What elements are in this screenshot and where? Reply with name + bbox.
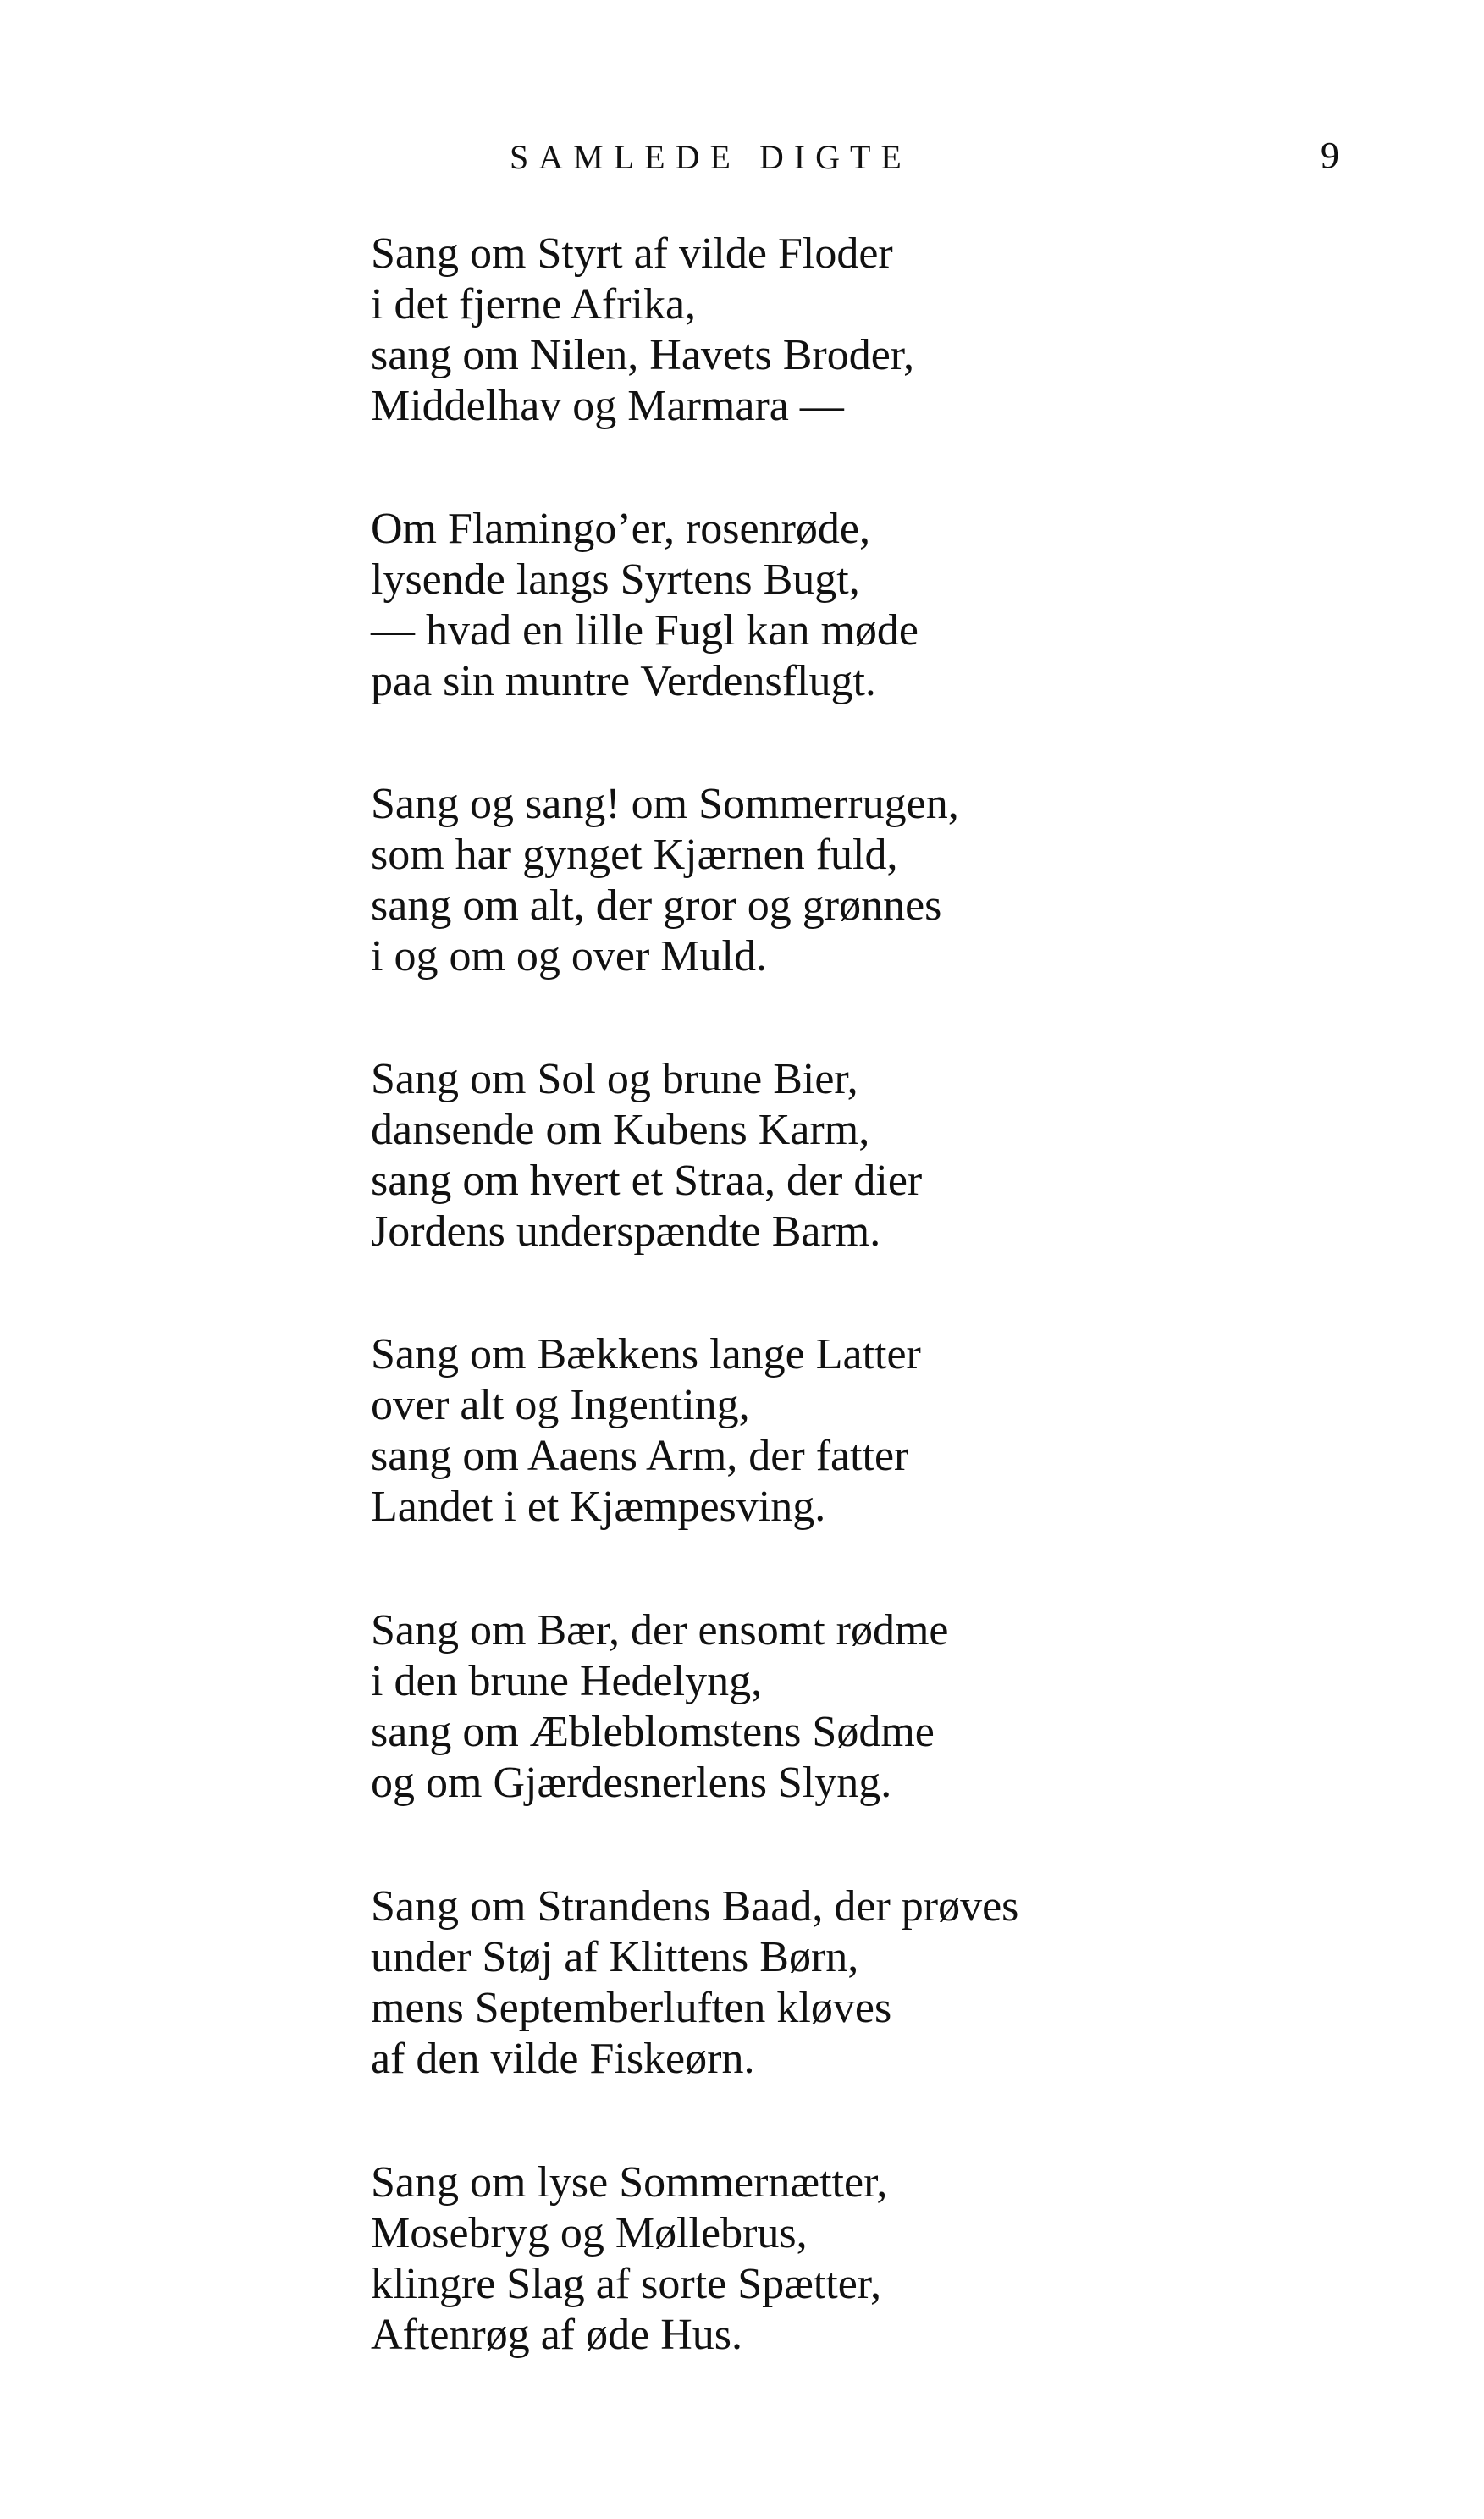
- poem-line: som har gynget Kjærnen fuld,: [371, 831, 898, 879]
- poem-line: Mosebryg og Møllebrus,: [371, 2209, 808, 2257]
- poem-line: — hvad en lille Fugl kan møde: [371, 606, 919, 655]
- poem-line: Sang om Strandens Baad, der prøves: [371, 1882, 1019, 1931]
- poem-line: under Støj af Klittens Børn,: [371, 1933, 859, 1981]
- poem-line: dansende om Kubens Karm,: [371, 1106, 870, 1154]
- poem-line: Middelhav og Marmara —: [371, 382, 844, 430]
- stanza: [371, 229, 1387, 432]
- poem-line: mens Septemberluften kløves: [371, 1984, 892, 2032]
- poem-line: Sang om lyse Sommernætter,: [371, 2158, 888, 2207]
- page-number: 9: [1321, 135, 1339, 176]
- stanza: [371, 1329, 1387, 1533]
- poem-line: sang om Nilen, Havets Broder,: [371, 331, 915, 379]
- poem-line: Sang om Bækkens lange Latter: [371, 1330, 921, 1378]
- poem-line: i og om og over Muld.: [371, 932, 767, 981]
- poem-line: paa sin muntre Verdensflugt.: [371, 657, 876, 705]
- poem-line: Sang og sang! om Sommerrugen,: [371, 780, 959, 828]
- stanza: [371, 2157, 1387, 2361]
- poem-line: af den vilde Fiskeørn.: [371, 2035, 755, 2083]
- poem-line: i det fjerne Afrika,: [371, 280, 697, 329]
- poem-line: Sang om Sol og brune Bier,: [371, 1055, 858, 1103]
- poem-line: Sang om Bær, der ensomt rødme: [371, 1606, 949, 1654]
- poem-line: Sang om Styrt af vilde Floder: [371, 229, 893, 278]
- stanza: [371, 504, 1387, 707]
- poem-line: i den brune Hedelyng,: [371, 1657, 763, 1705]
- stanza: [371, 1605, 1387, 1809]
- poem-line: sang om hvert et Straa, der dier: [371, 1157, 923, 1205]
- poem-line: klingre Slag af sorte Spætter,: [371, 2260, 882, 2308]
- stanza: [371, 1881, 1387, 2085]
- poem-line: sang om Æbleblomstens Sødme: [371, 1708, 935, 1756]
- running-title: SAMLEDE DIGTE: [510, 138, 912, 176]
- poem-line: Jordens underspændte Barm.: [371, 1207, 881, 1256]
- poem-line: Landet i et Kjæmpesving.: [371, 1483, 826, 1531]
- poem-line: sang om alt, der gror og grønnes: [371, 881, 942, 930]
- stanza: [371, 1054, 1387, 1257]
- poem-line: lysende langs Syrtens Bugt,: [371, 555, 860, 604]
- poem-line: sang om Aaens Arm, der fatter: [371, 1432, 909, 1480]
- poem-line: over alt og Ingenting,: [371, 1381, 750, 1429]
- poem-line: Aftenrøg af øde Hus.: [371, 2311, 742, 2359]
- poem-line: og om Gjærdesnerlens Slyng.: [371, 1759, 892, 1807]
- stanza: [371, 779, 1387, 982]
- poem-line: Om Flamingo’er, rosenrøde,: [371, 505, 871, 553]
